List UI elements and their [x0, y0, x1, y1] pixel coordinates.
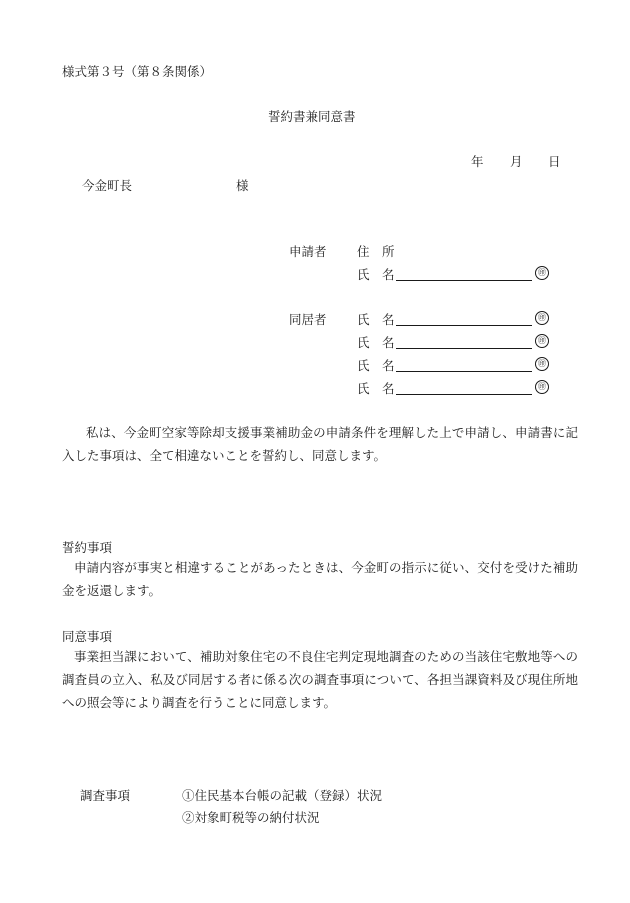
- cohabitant-name-line[interactable]: [396, 371, 532, 372]
- applicant-label: 申請者: [289, 244, 327, 259]
- addressee-name: 今金町長: [82, 178, 133, 193]
- cohabitant-name-line[interactable]: [396, 394, 532, 395]
- consent-heading: 同意事項: [62, 629, 113, 644]
- survey-item: ①住民基本台帳の記載（登録）状況: [182, 788, 383, 803]
- cohabitant-name-line[interactable]: [396, 325, 532, 326]
- applicant-name-line[interactable]: [396, 280, 532, 281]
- survey-label: 調査事項: [80, 788, 131, 803]
- declaration-text: 私は、今金町空家等除却支援事業補助金の申請条件を理解した上で申請し、申請書に記入した事項は、全て相違ないことを誓約し、同意します。: [62, 425, 578, 463]
- date-year: 年: [471, 154, 484, 169]
- cohabitant-name-label: 氏 名: [357, 381, 395, 396]
- consent-text: 事業担当課において、補助対象住宅の不良住宅判定現地調査のための当該住宅敷地等への調査員の立入、私及び同居する者に係る次の調査事項について、各担当課資料及び現住所地への照会等により調査を行うことに同意します。: [62, 649, 578, 710]
- cohabitant-name-label: 氏 名: [357, 312, 395, 327]
- oath-text: 申請内容が事実と相違することがあったときは、今金町の指示に従い、交付を受けた補助金を返還します。: [62, 560, 578, 598]
- cohabitant-name-label: 氏 名: [357, 335, 395, 350]
- date-month: 月: [510, 154, 523, 169]
- cohabitant-name-line[interactable]: [396, 348, 532, 349]
- cohabitant-seal: ㊞: [535, 380, 549, 394]
- document-title: 誓約書兼同意書: [268, 109, 356, 124]
- applicant-address-label: 住 所: [357, 244, 395, 259]
- cohabitant-name-label: 氏 名: [357, 358, 395, 373]
- oath-heading: 誓約事項: [62, 540, 113, 555]
- applicant-name-label: 氏 名: [357, 267, 395, 282]
- cohabitant-seal: ㊞: [535, 334, 549, 348]
- applicant-seal: ㊞: [535, 266, 549, 280]
- form-number: 様式第３号（第８条関係）: [62, 64, 213, 79]
- addressee-honorific: 様: [236, 178, 249, 193]
- cohabitant-label: 同居者: [289, 312, 327, 327]
- cohabitant-seal: ㊞: [535, 357, 549, 371]
- survey-item: ②対象町税等の納付状況: [182, 810, 320, 825]
- cohabitant-seal: ㊞: [535, 311, 549, 325]
- date-day: 日: [548, 154, 561, 169]
